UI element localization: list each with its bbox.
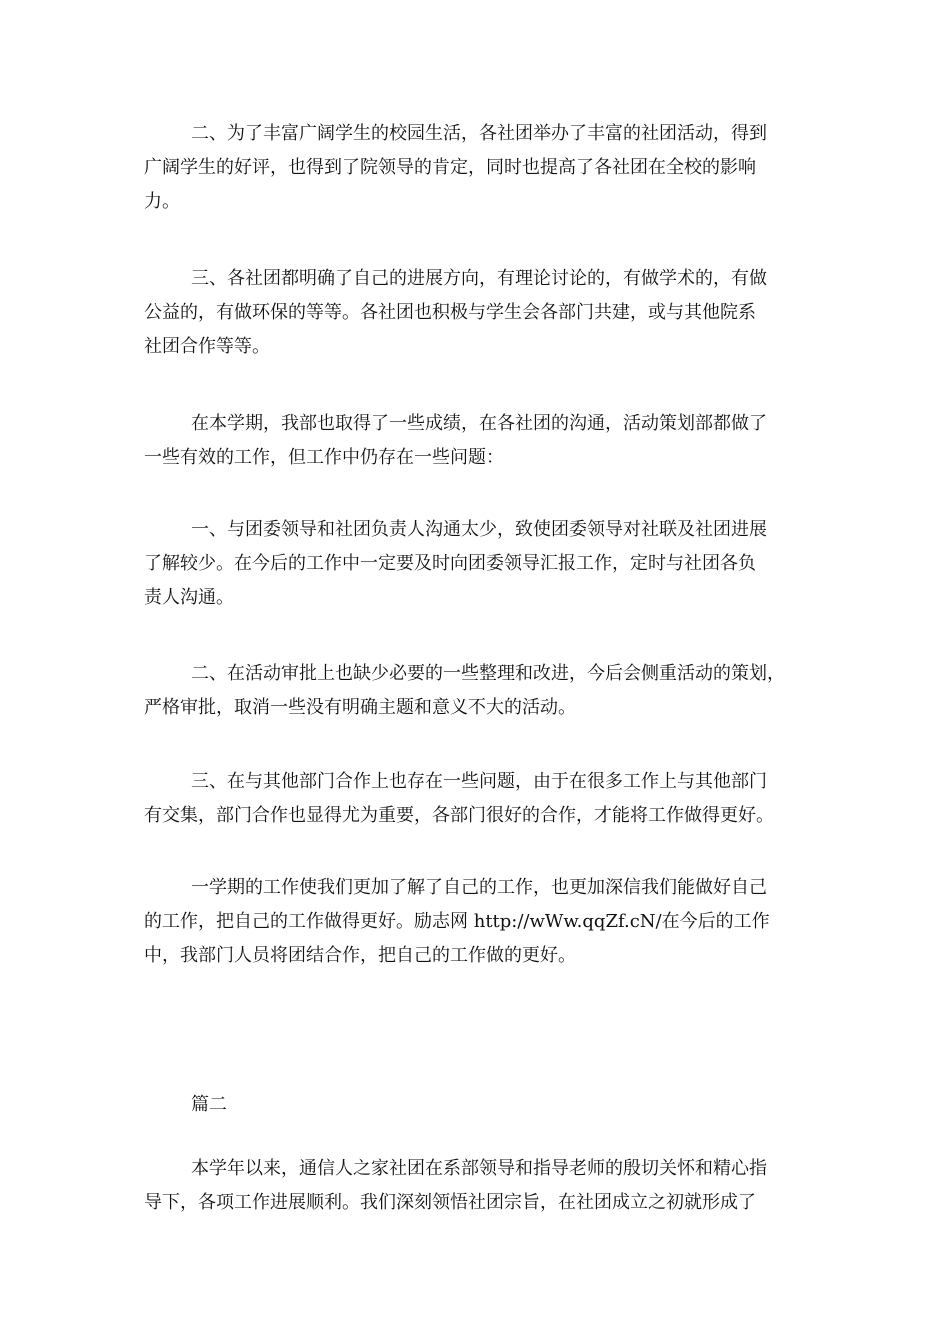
section-heading: 篇二 bbox=[191, 1094, 227, 1115]
text-line: 责人沟通。 bbox=[144, 587, 234, 608]
text-line: 力。 bbox=[144, 191, 180, 212]
text-line: 一学期的工作使我们更加了解了自己的工作，也更加深信我们能做好自己 bbox=[191, 877, 767, 898]
paragraph-problem-two bbox=[144, 657, 824, 725]
text-line: 三、在与其他部门合作上也存在一些问题，由于在很多工作上与其他部门 bbox=[191, 771, 767, 792]
text-line: 了解较少。在今后的工作中一定要及时向团委领导汇报工作，定时与社团各负 bbox=[144, 553, 756, 574]
paragraph-conclusion bbox=[144, 871, 824, 973]
text-line: 中，我部门人员将团结合作，把自己的工作做的更好。 bbox=[144, 945, 576, 966]
text-line: 二、在活动审批上也缺少必要的一些整理和改进，今后会侧重活动的策划， bbox=[191, 663, 785, 684]
text-line: 有交集，部门合作也显得尤为重要，各部门很好的合作，才能将工作做得更好。 bbox=[144, 805, 774, 826]
paragraph-problem-three bbox=[144, 765, 824, 833]
text-line: 的工作，把自己的工作做得更好。励志网 http://wWw.qqZf.cN/在今后的工作 bbox=[144, 911, 770, 932]
text-line: 公益的，有做环保的等等。各社团也积极与学生会各部门共建，或与其他院系 bbox=[144, 302, 756, 323]
paragraph-achievements bbox=[144, 407, 824, 475]
text-line: 本学年以来，通信人之家社团在系部领导和指导老师的殷切关怀和精心指 bbox=[191, 1158, 767, 1179]
paragraph-activities bbox=[144, 117, 824, 219]
text-line: 一些有效的工作，但工作中仍存在一些问题： bbox=[144, 447, 504, 468]
text-line: 一、与团委领导和社团负责人沟通太少，致使团委领导对社联及社团进展 bbox=[191, 519, 767, 540]
text-line: 在本学期，我部也取得了一些成绩，在各社团的沟通，活动策划部都做了 bbox=[191, 413, 767, 434]
text-line: 广阔学生的好评，也得到了院领导的肯定，同时也提高了各社团在全校的影响 bbox=[144, 157, 756, 178]
paragraph-problem-one bbox=[144, 513, 824, 615]
text-line: 社团合作等等。 bbox=[144, 336, 270, 357]
text-line: 三、各社团都明确了自己的进展方向，有理论讨论的，有做学术的，有做 bbox=[191, 268, 767, 289]
text-line: 严格审批，取消一些没有明确主题和意义不大的活动。 bbox=[144, 697, 576, 718]
paragraph-section-two-intro bbox=[144, 1152, 824, 1220]
paragraph-direction bbox=[144, 262, 824, 364]
text-line: 导下，各项工作进展顺利。我们深刻领悟社团宗旨，在社团成立之初就形成了 bbox=[144, 1192, 756, 1213]
text-line: 二、为了丰富广阔学生的校园生活，各社团举办了丰富的社团活动，得到 bbox=[191, 123, 767, 144]
